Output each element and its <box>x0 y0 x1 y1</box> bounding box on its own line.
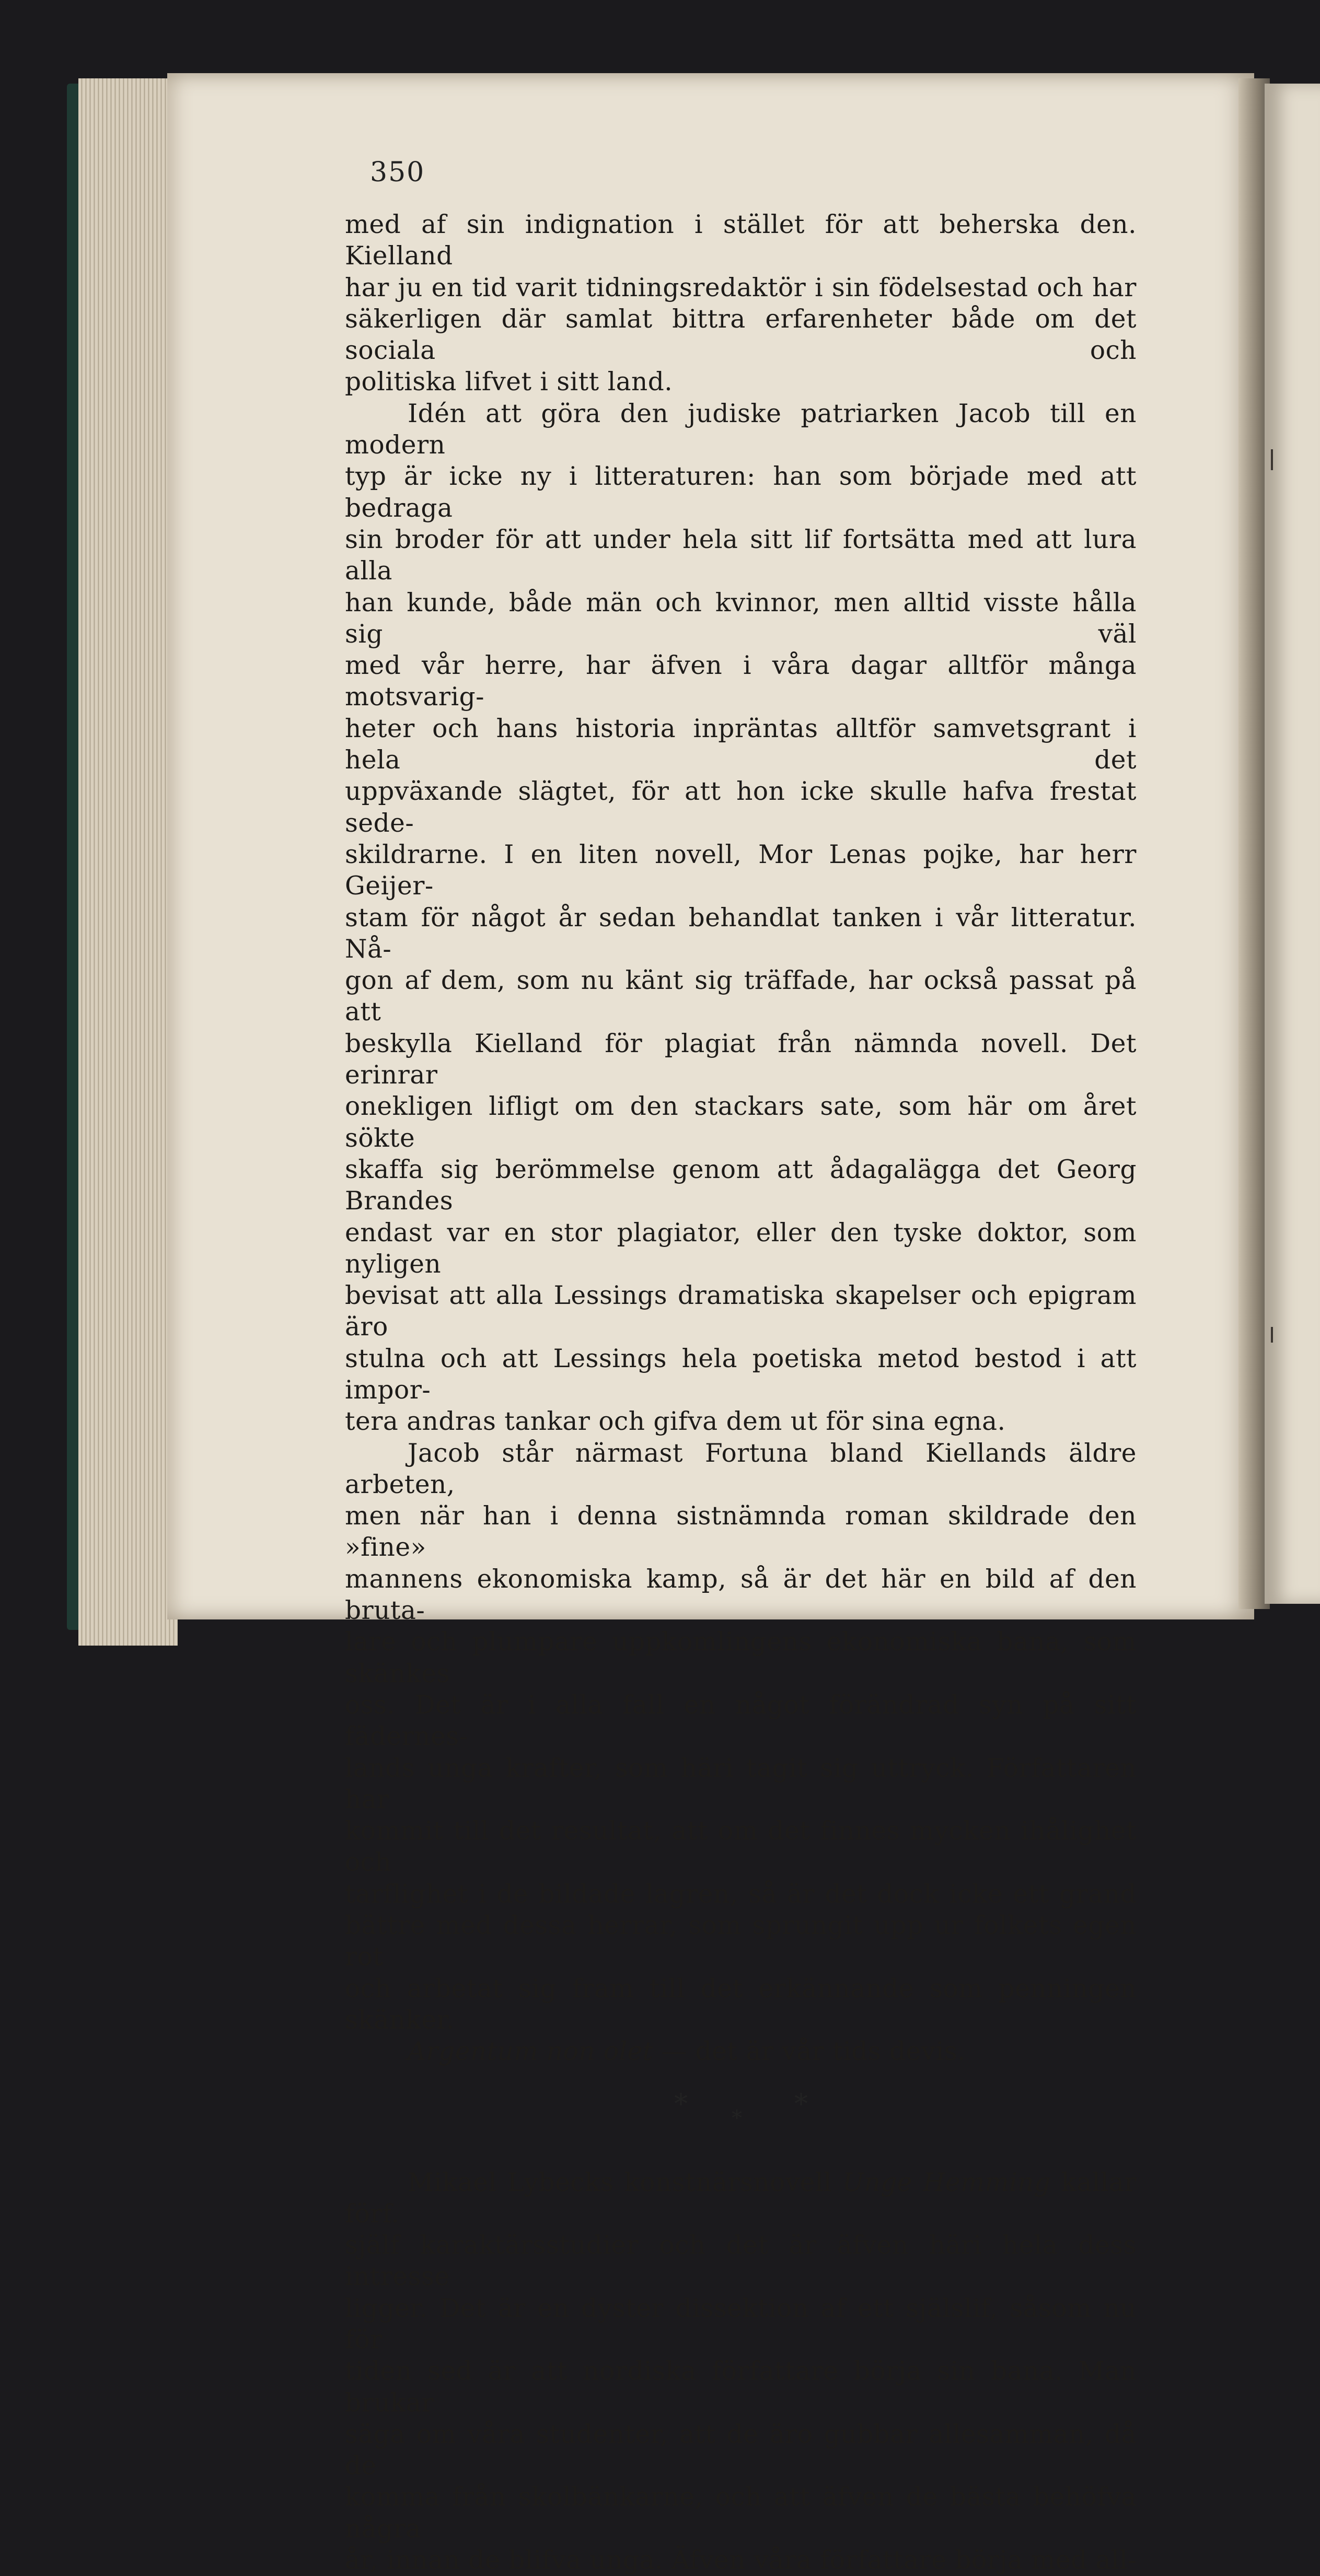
text-line: bättre med dessa herrar, som sprungit upp ur folkets egen rot <box>345 1911 1137 1972</box>
text-line: han kunde, både män och kvinnor, men alltid visste hålla sig väl <box>345 588 1137 649</box>
text-line: med vår herre, har äfven i våra dagar alltför många motsvarig- <box>345 651 1137 712</box>
text-line: politiska lifvet i sitt land. <box>345 367 673 397</box>
paragraph <box>345 398 1137 1438</box>
separator-asterisk: * <box>674 2088 688 2120</box>
paragraph <box>345 1438 1137 2036</box>
text-line: kommit till det resultat, att om det finnes mycken ihålighet och <box>345 1816 1137 1878</box>
text-line: komma från skolbänkarne, och att äfven de bästa behöfva några <box>345 2482 1137 2544</box>
paragraph <box>345 2167 1137 2576</box>
facing-page-mark <box>1271 449 1273 470</box>
text-line: uppväxande slägtet, för att hon icke skulle hafva frestat sede- <box>345 777 1137 838</box>
text-line: och arbetat sig fram till det erkännande som penningen skänker. <box>345 1974 1137 2035</box>
separator-asterisk: * <box>732 2106 742 2130</box>
text-line: har ju en tid varit tidningsredaktör i sin födelsestad och har <box>345 273 1137 302</box>
text-line: stulna och att Lessings hela poetiska metod bestod i att impor- <box>345 1344 1137 1405</box>
text-line: med af sin indignation i stället för att beherska den. Kielland <box>345 210 1137 271</box>
text-line: stam för något år sedan behandlat tanken i vår litteratur. Nå- <box>345 903 1137 964</box>
text-line: tera andras tankar och gifva dem ut för sina egna. <box>345 1407 1006 1437</box>
text-line: ligger. Det är en dyster dissektion af ett själslif, såsom nu för <box>345 2293 1137 2354</box>
text-line: typ är icke ny i litteraturen: han som började med att bedraga <box>345 462 1137 523</box>
text-line: Jacob står närmast Fortuna bland Kiellands äldre arbeten, <box>345 1438 1137 1499</box>
text-line: skildrarne. I en liten novell, Mor Lenas pojke, har herr Geijer- <box>345 840 1137 901</box>
page-stack-edges <box>78 78 178 1646</box>
text-line: oss. Det är i alla fall en något förändrad syn på sitt fädernes- <box>345 1690 1137 1752</box>
text-line: onekligen lifligt om den stackars sate, som här om året sökte <box>345 1092 1137 1153</box>
latin-motto: Argentum non olet <box>408 2037 653 2067</box>
paragraph <box>345 209 1137 398</box>
text-line: säga om våra studenter, att de äro gubbar allesamman, då de <box>345 2419 1137 2481</box>
text-line: gon af dem, som nu känt sig träffade, har också passat på att <box>345 966 1137 1027</box>
text-line: men när han i denna sistnämnda roman skildrade den »fine» <box>345 1501 1137 1563</box>
text-line: bevisat att alla Lessings dramatiska skapelser och epigram äro <box>345 1281 1137 1342</box>
text-segment: Mikael Lybecks konstnärsnovell <box>408 2167 843 2197</box>
text-line: lands unga krafter, som häri tagit sig uttryck. Författaren har <box>345 1753 1137 1814</box>
page-number: 350 <box>370 157 425 188</box>
motto-rest: — det är vår tids devis. <box>653 2037 966 2067</box>
closing-motto-line <box>345 2036 1137 2067</box>
text-line: sin broder för att under hela sitt lif fortsätta med att lura alla <box>345 524 1137 586</box>
text-line: tarflighet i de bildade lagren, så är det dock icke ett grand <box>345 1879 1137 1909</box>
text-line: säkerligen där samlat bittra erfarenheter både om det sociala och <box>345 304 1137 366</box>
text-line: lare och plumpare uppkomlingens ekonomiska bana, som skänkes <box>345 1627 1137 1688</box>
text-line: beskylla Kielland för plagiat från nämnda novell. Det erinrar <box>345 1029 1137 1090</box>
text-line: år, innan de blifva unga. Äfven våra författare börja med all- <box>345 2546 1137 2575</box>
text-line: endast var en stor plagiator, eller den tyske doktor, som nyligen <box>345 1218 1137 1279</box>
text-line: Idén att göra den judiske patriarken Jacob till en modern <box>345 399 1137 460</box>
section-separator <box>345 2089 1137 2167</box>
separator-asterisk: * <box>794 2088 808 2120</box>
text-line: skaffa sig berömmelse genom att ådagalägga det Georg Brandes <box>345 1155 1137 1216</box>
text-line <box>345 2167 1137 2230</box>
facing-page-edge <box>1265 84 1320 1604</box>
novel-title: Unge Hemming <box>842 2167 1051 2197</box>
body-text <box>345 209 1137 2576</box>
text-line: mannens ekonomiska kamp, så är det här en bild af den bruta- <box>345 1564 1137 1626</box>
text-line: heter och hans historia inpräntas alltför samvetsgrant i hela det <box>345 714 1137 775</box>
facing-page-mark <box>1271 1327 1273 1343</box>
text-line: tiden sed är att nordiska författare börja sin bana. Man brukar <box>345 2357 1137 2418</box>
text-line: själf karaktärsstudier och det är äfven häri hela dess intresse <box>345 2231 1137 2292</box>
text-segment: kallar förf. <box>345 2167 1137 2229</box>
